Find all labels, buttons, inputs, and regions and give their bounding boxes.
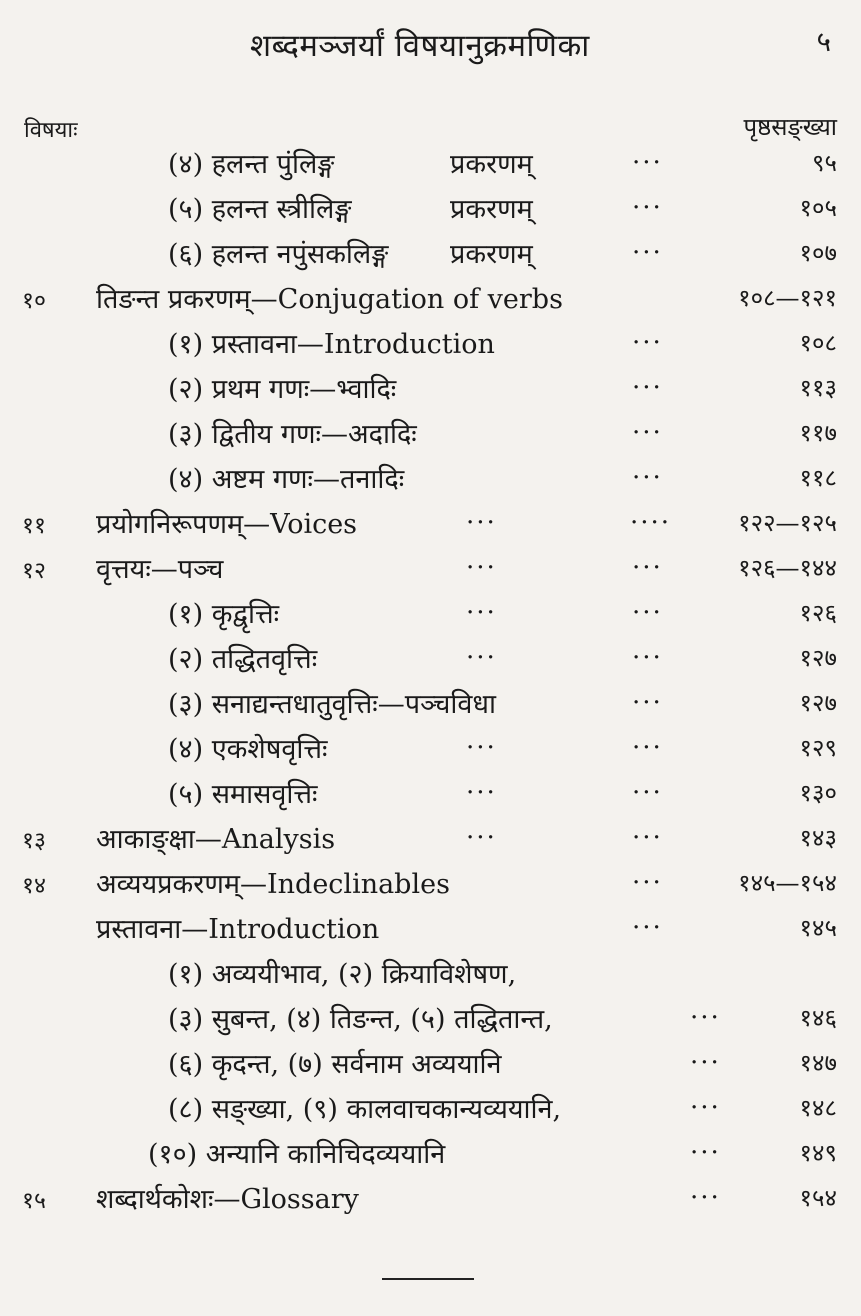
leader-dots: ... (632, 680, 663, 710)
leader-dots: ... (632, 230, 663, 260)
entry-title: (३) सनाद्यन्तधातुवृत्तिः—पञ्चविधा (168, 689, 496, 720)
leader-dots: ... (632, 725, 663, 755)
entry-page-number: ११८ (799, 464, 837, 492)
table-row (0, 1130, 861, 1175)
leader-dots: ... (632, 365, 663, 395)
table-row (0, 770, 861, 815)
entry-title: (३) सुबन्त, (४) तिङन्त, (५) तद्धितान्त, (168, 1004, 553, 1035)
entry-middle: ... (466, 725, 497, 755)
entry-middle: ... (466, 590, 497, 620)
entry-page-number: १२६ (799, 599, 837, 627)
entry-middle: प्रकरणम् (450, 239, 533, 270)
table-row (0, 590, 861, 635)
entry-page-number: १०५ (799, 194, 837, 222)
entry-title: आकाङ्क्षा—Analysis (96, 824, 336, 855)
entry-title: (३) द्वितीय गणः—अदादिः (168, 419, 417, 450)
entry-title: (४) एकशेषवृत्तिः (168, 734, 328, 765)
entry-page-number: १४३ (799, 824, 837, 852)
table-row (0, 230, 861, 275)
table-row (0, 140, 861, 185)
entry-title: प्रयोगनिरूपणम्—Voices (96, 509, 358, 540)
page-header (0, 18, 861, 78)
table-row (0, 995, 861, 1040)
page-number: ५ (816, 25, 831, 58)
entry-title: तिङन्त प्रकरणम्—Conjugation of verbs (96, 284, 563, 315)
entry-title: अव्ययप्रकरणम्—Indeclinables (96, 869, 450, 900)
entry-title: (५) समासवृत्तिः (168, 779, 318, 810)
table-row (0, 1085, 861, 1130)
table-row (0, 365, 861, 410)
table-row (0, 815, 861, 860)
table-row (0, 680, 861, 725)
table-row (0, 860, 861, 905)
leader-dots: ... (632, 635, 663, 665)
table-row (0, 635, 861, 680)
entry-page-number: १४५ (799, 914, 837, 942)
entry-middle: ... (466, 635, 497, 665)
table-row (0, 275, 861, 320)
entry-middle: प्रकरणम् (450, 149, 533, 180)
entry-page-number: १४९ (799, 1139, 837, 1167)
leader-dots: ... (632, 770, 663, 800)
entry-page-number: १२६—१४४ (738, 554, 837, 582)
entry-page-number: १२२—१२५ (738, 509, 837, 537)
leader-dots: ... (632, 905, 663, 935)
leader-dots: .... (630, 500, 672, 530)
table-row (0, 455, 861, 500)
leader-dots: ... (632, 140, 663, 170)
entry-middle: प्रकरणम् (450, 194, 533, 225)
section-number: १४ (22, 873, 46, 899)
entry-title: (२) प्रथम गणः—भ्वादिः (168, 374, 397, 405)
leader-dots: ... (690, 995, 721, 1025)
page-title: शब्दमञ्जर्यां विषयानुक्रमणिका (250, 28, 590, 64)
entry-page-number: १०८ (799, 329, 837, 357)
entry-title: वृत्तयः—पञ्च (96, 554, 224, 585)
entry-page-number: १२९ (799, 734, 837, 762)
leader-dots: ... (632, 590, 663, 620)
entry-page-number: १४८ (799, 1094, 837, 1122)
entry-page-number: १२७ (799, 644, 837, 672)
section-number: १३ (22, 828, 46, 854)
entry-title: (१) कृद्वृत्तिः (168, 599, 280, 630)
entry-title: (४) हलन्त पुंलिङ्ग (168, 149, 335, 180)
entry-title: (२) तद्धितवृत्तिः (168, 644, 318, 675)
entry-title: प्रस्तावना—Introduction (96, 914, 380, 945)
entry-page-number: १०८—१२१ (738, 284, 837, 312)
entry-middle: ... (466, 545, 497, 575)
entry-page-number: ९५ (812, 149, 837, 177)
contents-list (0, 140, 861, 1220)
entry-page-number: ११३ (799, 374, 837, 402)
entry-page-number: १४७ (799, 1049, 837, 1077)
table-row (0, 1175, 861, 1220)
entry-page-number: १०७ (799, 239, 837, 267)
entry-title: (६) हलन्त नपुंसकलिङ्ग (168, 239, 389, 270)
entry-title: (१) प्रस्तावना—Introduction (168, 329, 495, 360)
entry-title: (६) कृदन्त, (७) सर्वनाम अव्ययानि (168, 1049, 502, 1080)
entry-title: (८) सङ्ख्या, (९) कालवाचकान्यव्ययानि, (168, 1094, 562, 1125)
table-row (0, 500, 861, 545)
entry-title: (१०) अन्यानि कानिचिदव्ययानि (148, 1139, 446, 1170)
entry-middle: ... (466, 770, 497, 800)
table-row (0, 410, 861, 455)
table-row (0, 185, 861, 230)
entry-page-number: १३० (799, 779, 837, 807)
leader-dots: ... (632, 815, 663, 845)
leader-dots: ... (632, 185, 663, 215)
leader-dots: ... (632, 455, 663, 485)
table-row (0, 950, 861, 995)
entry-page-number: १५४ (799, 1184, 837, 1212)
leader-dots: ... (690, 1130, 721, 1160)
entry-title: (१) अव्ययीभाव, (२) क्रियाविशेषण, (168, 959, 517, 990)
table-row (0, 1040, 861, 1085)
leader-dots: ... (632, 320, 663, 350)
leader-dots: ... (632, 860, 663, 890)
section-number: १५ (22, 1188, 46, 1214)
entry-page-number: १२७ (799, 689, 837, 717)
page-number-column-header: पृष्ठसङ्ख्या (743, 113, 837, 141)
entry-page-number: १४६ (799, 1004, 837, 1032)
leader-dots: ... (690, 1175, 721, 1205)
entry-page-number: ११७ (799, 419, 837, 447)
table-row (0, 545, 861, 590)
entry-middle: ... (466, 815, 497, 845)
leader-dots: ... (632, 410, 663, 440)
entry-title: शब्दार्थकोशः—Glossary (96, 1184, 359, 1215)
leader-dots: ... (690, 1040, 721, 1070)
entry-page-number: १४५—१५४ (738, 869, 837, 897)
section-number: ११ (22, 513, 46, 539)
entry-middle: ... (466, 500, 497, 530)
subjects-column-header: विषयाः (24, 118, 78, 143)
section-number: १० (22, 288, 46, 314)
table-row (0, 320, 861, 365)
end-rule (382, 1278, 474, 1280)
table-row (0, 905, 861, 950)
entry-title: (५) हलन्त स्त्रीलिङ्ग (168, 194, 352, 225)
table-row (0, 725, 861, 770)
entry-title: (४) अष्टम गणः—तनादिः (168, 464, 405, 495)
leader-dots: ... (690, 1085, 721, 1115)
leader-dots: ... (632, 545, 663, 575)
section-number: १२ (22, 558, 46, 584)
